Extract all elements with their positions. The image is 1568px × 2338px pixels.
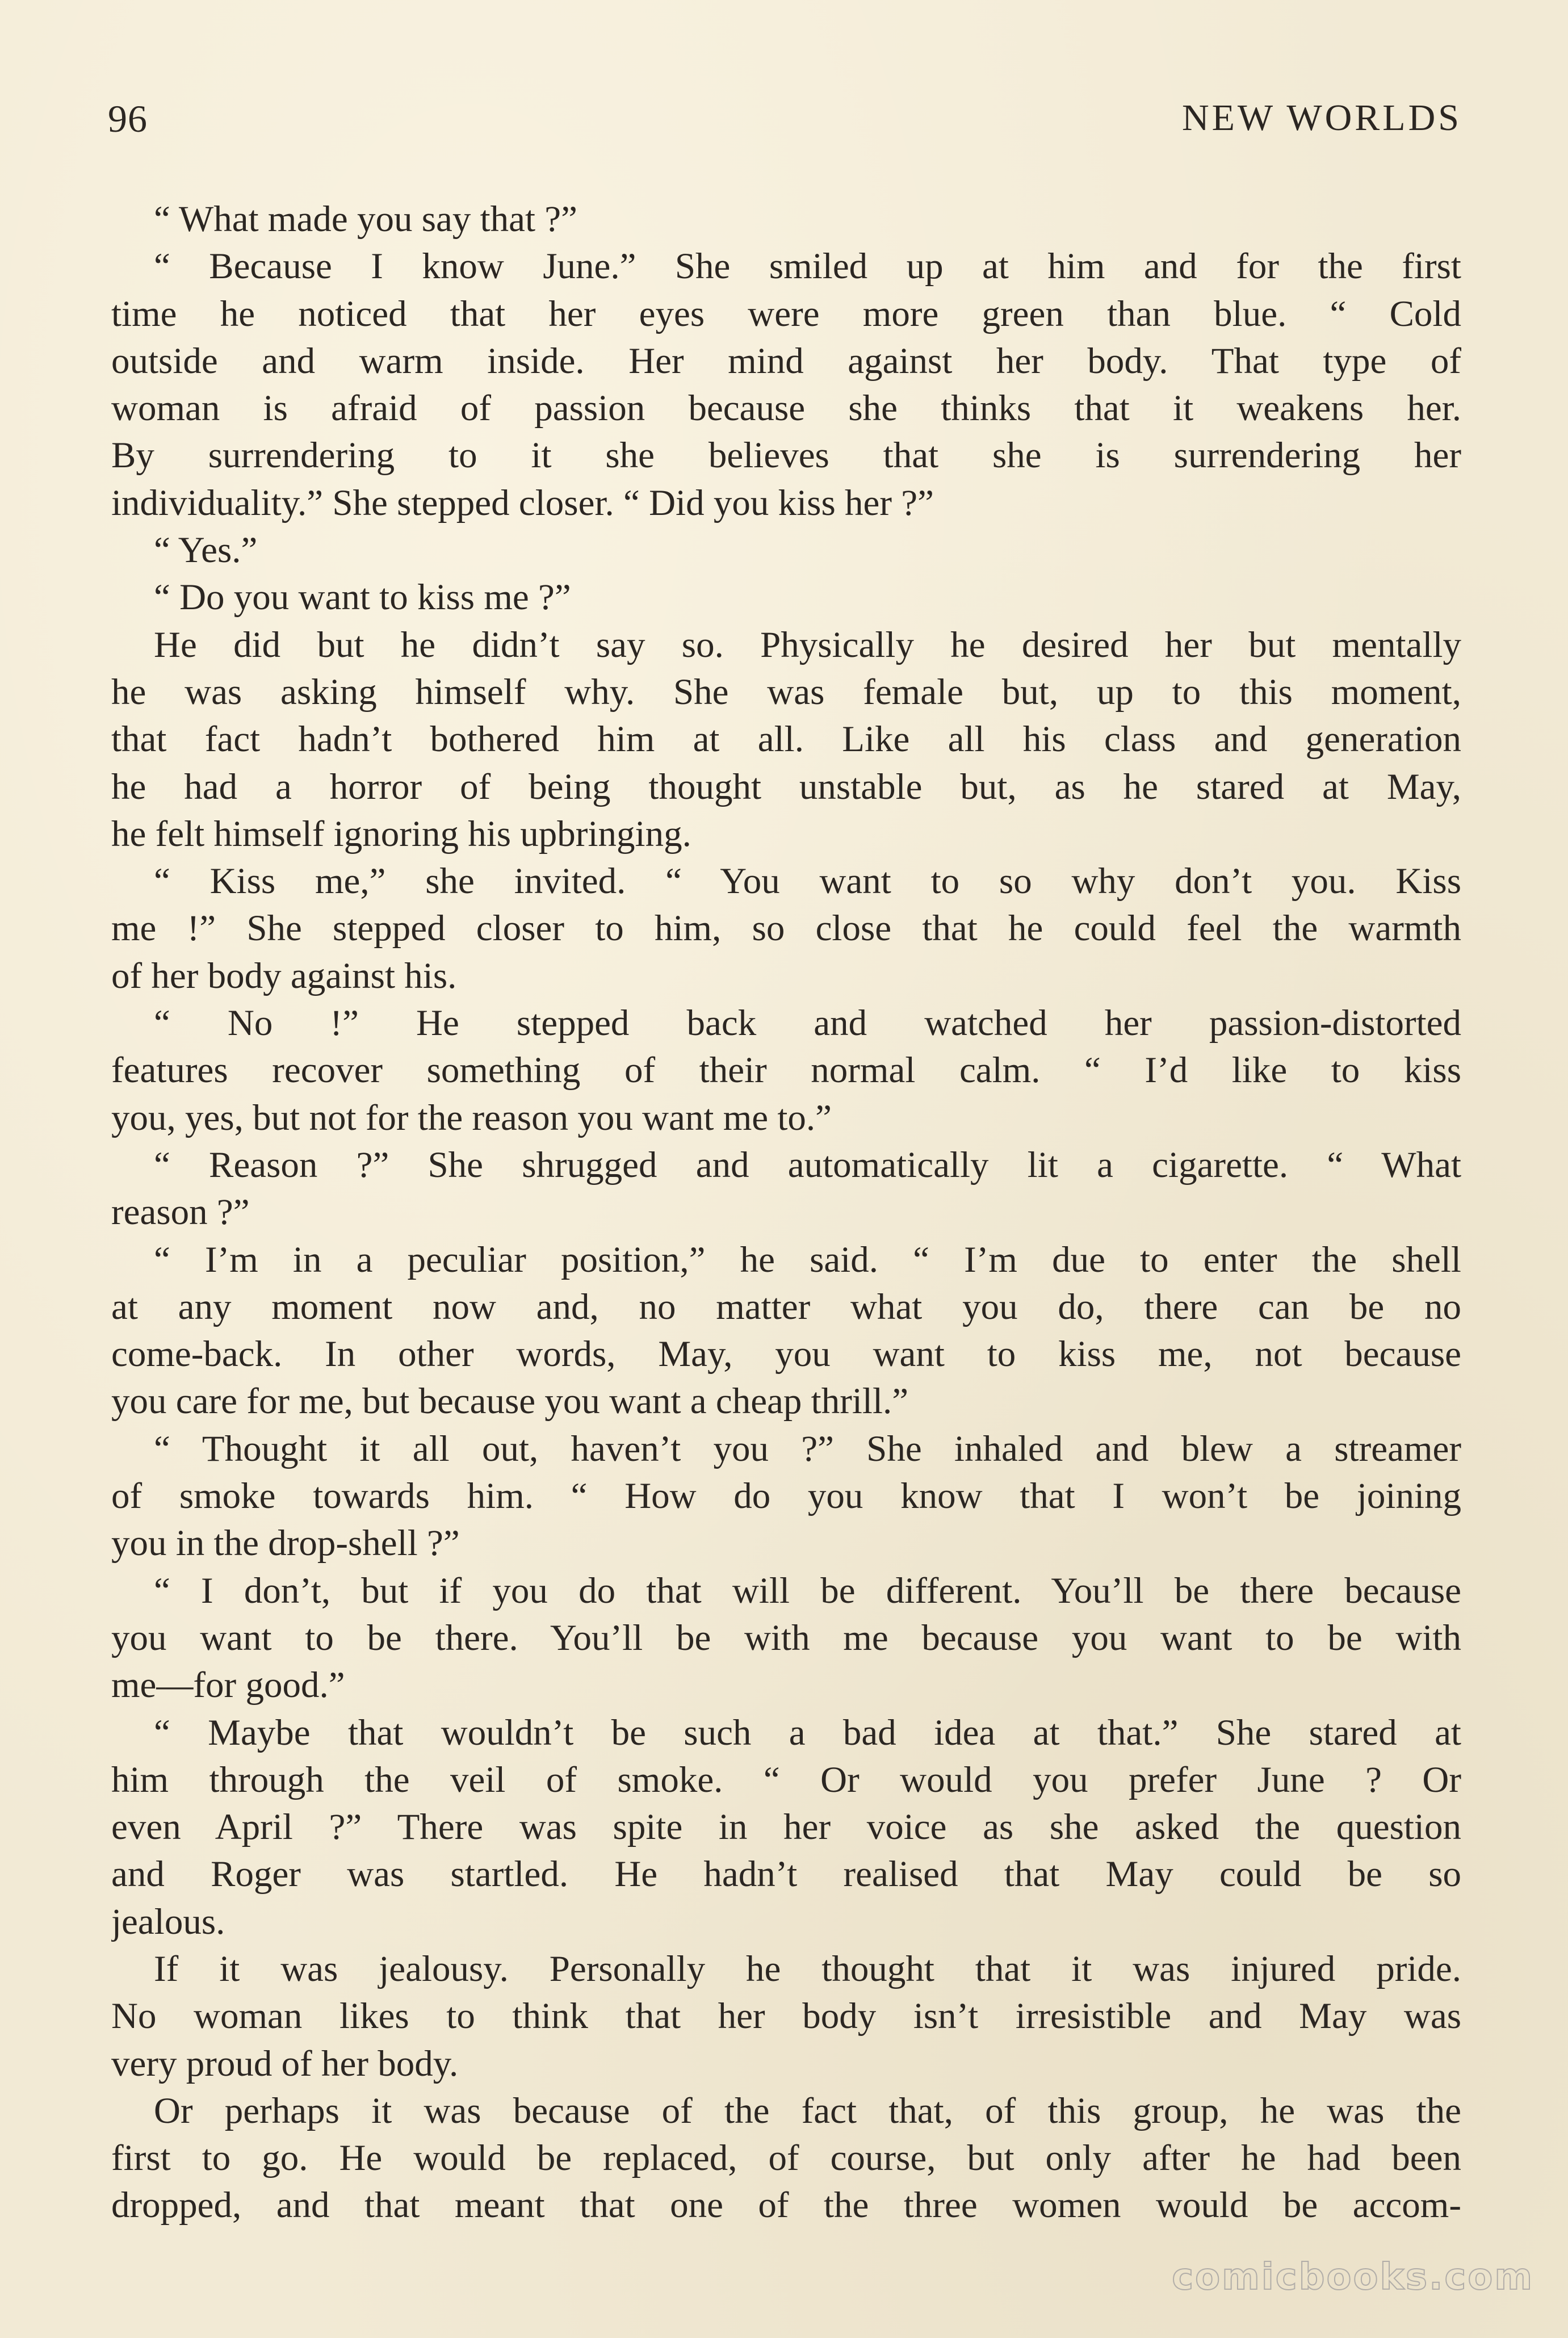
text-line: of smoke towards him. “ How do you know that I won’t be joining xyxy=(111,1476,1461,1517)
text-line: “ No !” He stepped back and watched her passion-distorted xyxy=(154,1003,1461,1044)
text-line: features recover something of their normal calm. “ I’d like to kiss xyxy=(111,1050,1461,1091)
running-head xyxy=(108,97,1462,153)
text-line: If it was jealousy. Personally he thought that it was injured pride. xyxy=(154,1948,1461,1989)
text-line: “ Yes.” xyxy=(154,530,258,571)
text-line: he had a horror of being thought unstable but, as he stared at May, xyxy=(111,766,1461,807)
text-line: at any moment now and, no matter what you do, there can be no xyxy=(111,1286,1461,1327)
text-line: time he noticed that her eyes were more green than blue. “ Cold xyxy=(111,293,1461,334)
text-line: “ I don’t, but if you do that will be different. You’ll be there because xyxy=(154,1570,1461,1611)
text-line: reason ?” xyxy=(111,1192,250,1233)
text-line: you in the drop-shell ?” xyxy=(111,1523,460,1564)
text-line: you want to be there. You’ll be with me because you want to be with xyxy=(111,1617,1461,1658)
text-line: By surrendering to it she believes that she is surrendering her xyxy=(111,435,1461,476)
text-line: “ Because I know June.” She smiled up at him and for the first xyxy=(154,246,1461,287)
text-line: jealous. xyxy=(111,1901,225,1942)
text-line: He did but he didn’t say so. Physically he desired her but mentally xyxy=(154,624,1461,665)
text-line: outside and warm inside. Her mind against her body. That type of xyxy=(111,340,1461,382)
text-line: and Roger was startled. He hadn’t realised that May could be so xyxy=(111,1854,1461,1895)
text-line: first to go. He would be replaced, of course, but only after he had been xyxy=(111,2138,1461,2179)
watermark-logo: comicbooks.com xyxy=(1172,2256,1534,2298)
text-line: that fact hadn’t bothered him at all. Like all his class and generation xyxy=(111,719,1461,760)
text-line: him through the veil of smoke. “ Or would you prefer June ? Or xyxy=(111,1759,1461,1800)
text-line: of her body against his. xyxy=(111,955,457,996)
text-line: you care for me, but because you want a cheap thrill.” xyxy=(111,1381,909,1422)
text-line: woman is afraid of passion because she thinks that it weakens her. xyxy=(111,388,1461,429)
text-line: even April ?” There was spite in her voice as she asked the question xyxy=(111,1807,1461,1848)
text-line: come-back. In other words, May, you want to kiss me, not because xyxy=(111,1334,1461,1375)
body-text xyxy=(111,196,1461,2230)
text-line: “ What made you say that ?” xyxy=(154,199,578,240)
text-line: individuality.” She stepped closer. “ Did you kiss her ?” xyxy=(111,482,934,523)
text-line: me—for good.” xyxy=(111,1665,345,1706)
text-line: very proud of her body. xyxy=(111,2043,459,2084)
text-line: “ Thought it all out, haven’t you ?” She inhaled and blew a streamer xyxy=(154,1428,1461,1469)
text-line: Or perhaps it was because of the fact that, of this group, he was the xyxy=(154,2090,1461,2131)
text-line: No woman likes to think that her body isn’t irresistible and May was xyxy=(111,1996,1461,2037)
text-line: “ I’m in a peculiar position,” he said. “ I’m due to enter the shell xyxy=(154,1239,1461,1280)
text-line: he was asking himself why. She was female but, up to this moment, xyxy=(111,671,1461,713)
text-line: “ Reason ?” She shrugged and automatically lit a cigarette. “ What xyxy=(154,1144,1461,1185)
text-line: “ Kiss me,” she invited. “ You want to so why don’t you. Kiss xyxy=(154,861,1461,902)
page-number: 96 xyxy=(108,97,148,140)
text-line: “ Do you want to kiss me ?” xyxy=(154,577,571,618)
running-title: NEW WORLDS xyxy=(1181,97,1462,139)
text-line: me !” She stepped closer to him, so close that he could feel the warmth xyxy=(111,908,1461,949)
text-line: he felt himself ignoring his upbringing. xyxy=(111,813,691,854)
text-line: you, yes, but not for the reason you want me to.” xyxy=(111,1097,832,1138)
text-line: “ Maybe that wouldn’t be such a bad idea at that.” She stared at xyxy=(154,1712,1461,1753)
text-line: dropped, and that meant that one of the three women would be accom- xyxy=(111,2185,1461,2226)
